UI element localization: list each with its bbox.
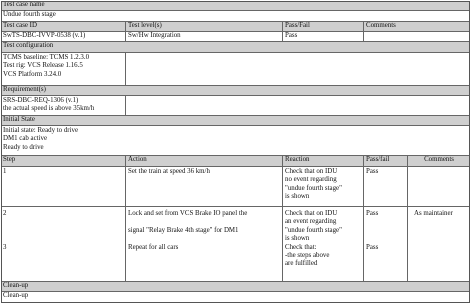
step-header: Step	[1, 156, 126, 166]
step-comments	[408, 167, 470, 206]
comments-value	[364, 32, 470, 41]
requirement-text-line: the actual speed is above 35km/h	[3, 105, 95, 113]
id-value-row	[1, 32, 470, 42]
test-configuration-header-row	[1, 42, 470, 53]
initial-state-header-row	[1, 116, 470, 126]
clean-up-header-row	[1, 282, 470, 292]
test-case-name-value-row	[1, 11, 470, 22]
test-case-sheet	[1, 1, 470, 303]
test-case-id-header: Test case ID	[1, 22, 126, 31]
requirements-empty-cell	[126, 96, 470, 115]
requirements-header-row	[1, 86, 470, 96]
clean-up-heading: Clean-up	[3, 282, 29, 289]
test-case-name-value: Undue fourth stage	[3, 11, 56, 18]
initial-state-line-2: DM1 cab active	[3, 135, 48, 143]
step-comments: As maintainer	[414, 210, 453, 217]
reaction-header: Reaction	[283, 156, 364, 166]
step-action: Lock and set from VCS Brake IO panel the signal "Relay Brake 4th stage" for DM1 Repeat for all cars	[126, 207, 283, 281]
clean-up-value: Clean-up	[3, 292, 29, 299]
test-case-id-value: SwTS-DBC-IVVP-0538 (v.1)	[1, 32, 126, 41]
comments-header: Comments	[366, 22, 396, 29]
test-rig-line: Test rig: VCS Release 1.16.5	[3, 62, 83, 70]
step-pass-fail: Pass	[364, 167, 408, 206]
requirements-body-row	[1, 96, 470, 116]
requirement-id-line: SRS-DBC-REQ-1306 (v.1)	[3, 97, 79, 104]
requirements-lines	[1, 96, 126, 115]
test-case-name-header-row	[1, 1, 470, 11]
steps-header-row	[1, 156, 470, 167]
action-header: Action	[126, 156, 283, 166]
vcs-platform-line: VCS Platform 3.24.0	[3, 70, 62, 78]
initial-state-line-1: Initial state: Ready to drive	[3, 127, 79, 134]
test-configuration-body-row	[1, 53, 470, 86]
tcms-baseline-line: TCMS baseline: TCMS 1.2.3.0	[3, 54, 90, 61]
pass-fail-value: Pass	[283, 32, 364, 41]
table-row	[1, 207, 470, 282]
test-case-name-heading: Test case name	[3, 1, 45, 8]
step-action: Set the train at speed 36 km/h	[126, 167, 283, 206]
initial-state-body-row	[1, 126, 470, 156]
clean-up-value-row	[1, 292, 470, 303]
step-pass-fail-header: Pass/fail	[364, 156, 408, 166]
test-levels-header: Test level(s)	[126, 22, 283, 31]
step-comments-header: Comments	[424, 156, 454, 163]
test-configuration-heading: Test configuration	[3, 42, 54, 49]
test-levels-value: Sw/Hw Integration	[126, 32, 283, 41]
pass-fail-header: Pass/Fail	[283, 22, 364, 31]
test-configuration-empty-cell	[126, 53, 470, 85]
initial-state-line-3: Ready to drive	[3, 143, 44, 151]
step-number: 2 3	[1, 207, 126, 281]
step-pass-fail: Pass Pass	[364, 207, 408, 281]
step-number: 1	[1, 167, 126, 206]
initial-state-heading: Initial State	[3, 116, 35, 123]
step-reaction: Check that on IDU no event regarding "undue fourth stage" is shown	[283, 167, 364, 206]
id-header-row	[1, 22, 470, 32]
test-configuration-lines	[1, 53, 126, 85]
table-row	[1, 167, 470, 207]
requirements-heading: Requirement(s)	[3, 86, 46, 93]
step-reaction: Check that on IDU an event regarding "undue fourth stage" is shown Check that: -the steps above are fulfilled	[283, 207, 364, 281]
initial-state-lines	[1, 126, 470, 155]
